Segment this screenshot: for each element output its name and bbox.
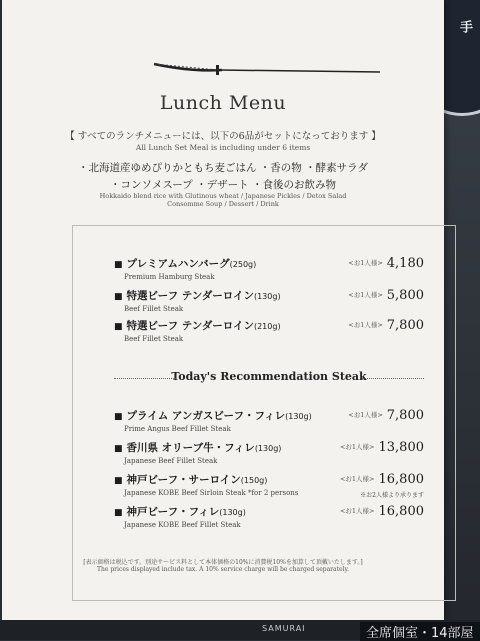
- set-items-en-line2: Consomme Soup / Dessert / Drink: [167, 200, 279, 208]
- rec-item: ■ 香川県 オリーブ牛・フィレ(130g) Japanese Beef Fillet Steak <お1人様> 13,800: [114, 440, 424, 465]
- set-items-line2: ・コンソメスープ ・デザート ・食後のお飲み物: [110, 179, 336, 191]
- menu-item: ■ 特選ビーフ テンダーロイン(130g) Beef Fillet Steak <お1人様> 5,800: [114, 288, 424, 313]
- tax-note-en: The prices displayed include tax. A 10% service charge will be charged separately.: [97, 566, 349, 573]
- set-notice: 【 すべてのランチメニューには、以下の6品がセットになっております 】: [65, 131, 381, 142]
- recommendation-heading: Today's Recommendation Steak: [114, 370, 424, 383]
- rec-item: ■ プライム アンガスビーフ・フィレ(130g) Prime Angus Beef Fillet Steak <お1人様> 7,800: [114, 408, 424, 433]
- rec-item: ■ 神戸ビーフ・フィレ(130g) Japanese KOBE Beef Fillet Steak <お1人様> 16,800: [114, 504, 424, 529]
- menu-item: ■ 特選ビーフ テンダーロイン(210g) Beef Fillet Steak <お1人様> 7,800: [114, 318, 424, 343]
- page-title: Lunch Menu: [159, 92, 287, 114]
- menu-card: [2, 0, 444, 620]
- min-persons-note: ※お2人様より承ります: [360, 492, 424, 499]
- set-notice-en: All Lunch Set Meal is including under 6 items: [135, 143, 311, 152]
- set-items-en-line1: Hokkaido blend rice with Glutinous wheat / Japanese Pickles / Detox Salad: [99, 192, 347, 200]
- samurai-label: SAMURAI: [262, 624, 306, 633]
- rec-item: ■ 神戸ビーフ・サーロイン(150g) Japanese KOBE Beef Sirloin Steak *for 2 persons <お1人様> 16,800 ※お2人様より承ります: [114, 472, 424, 499]
- badge-text: 手: [457, 20, 472, 33]
- tax-note-jp: [表示価格は税込です。別途サービス料として本体価格の10%に消費税10%を加算して頂戴いたします。]: [83, 559, 363, 566]
- katana-icon: [152, 58, 384, 80]
- set-items-line1: ・北海道産ゆめぴりかともち麦ごはん ・香の物 ・酵素サラダ: [77, 162, 369, 174]
- menu-item: ■ プレミアムハンバーグ(250g) Premium Hamburg Steak <お1人様> 4,180: [114, 256, 424, 281]
- private-rooms-sign: 全席個室・14部屋: [360, 622, 480, 641]
